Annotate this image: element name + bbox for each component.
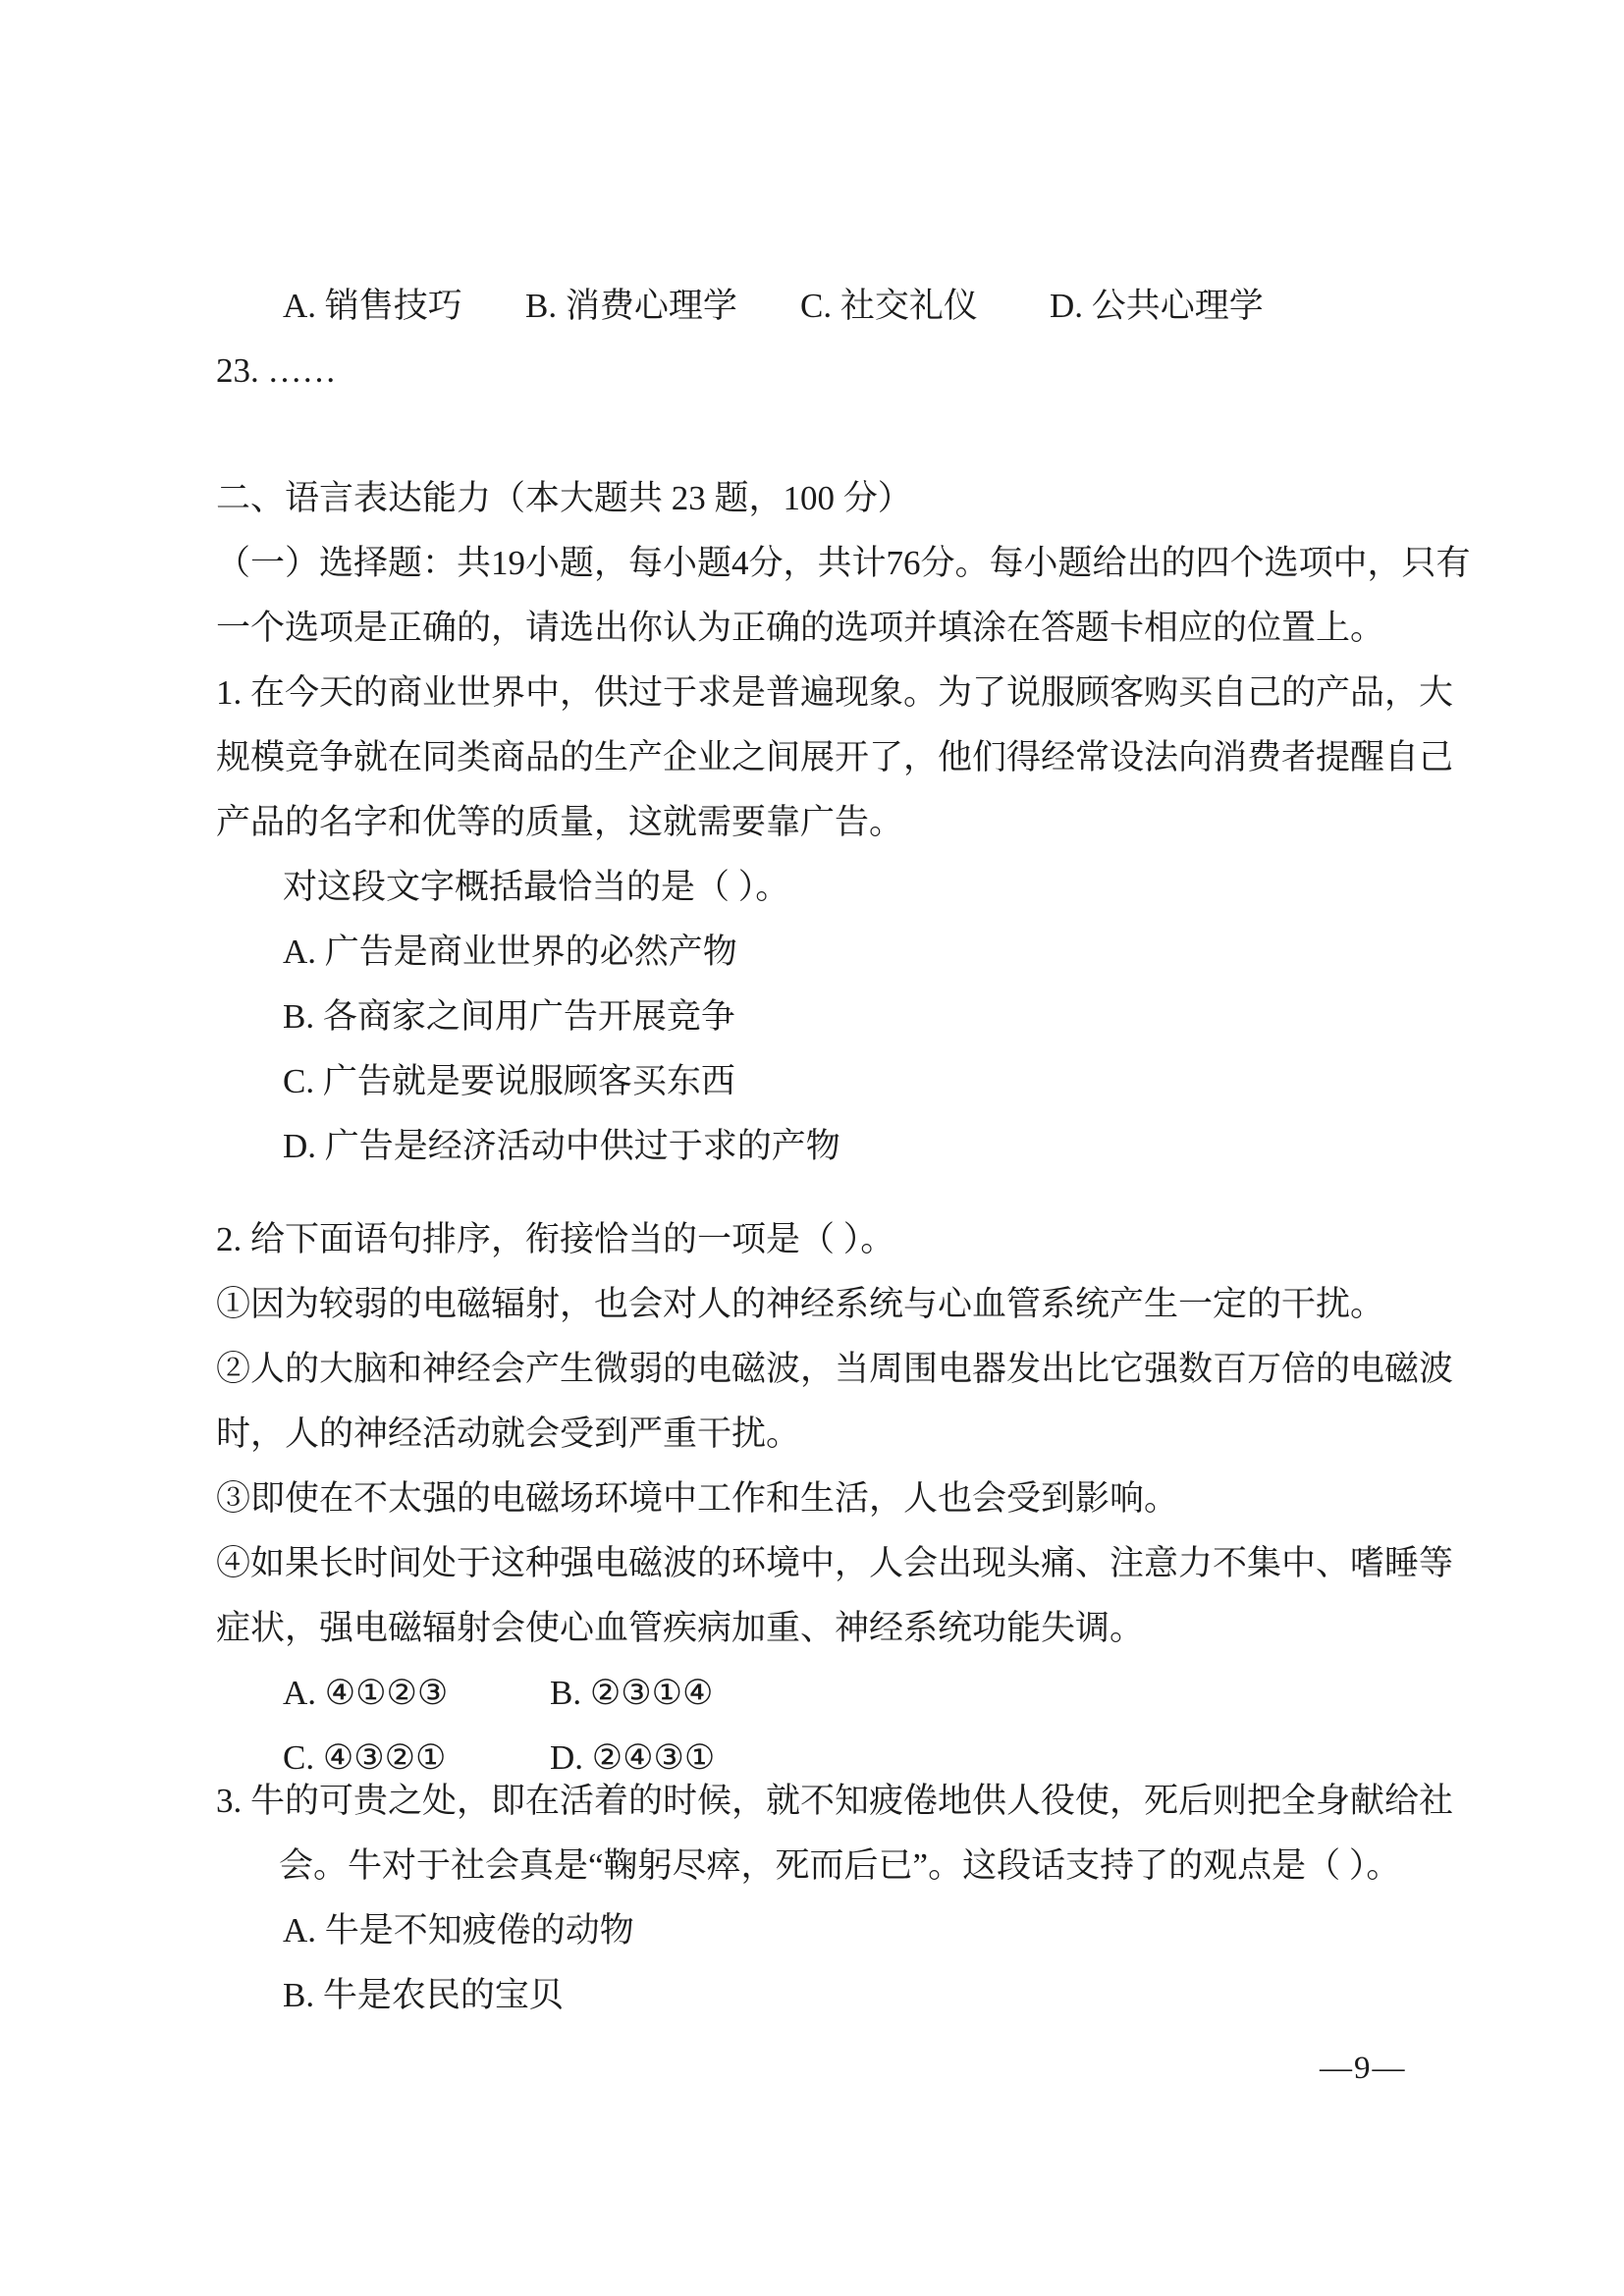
part1-intro-line-1: （一）选择题：共19小题，每小题4分，共计76分。每小题给出的四个选项中，只有 — [216, 544, 1471, 582]
q1-option-d: D. 广告是经济活动中供过于求的产物 — [283, 1127, 840, 1165]
page-number: —9— — [1320, 2051, 1407, 2086]
small-spacer — [216, 1179, 1465, 1207]
q2-sentence-3: ③即使在不太强的电磁场环境中工作和生活，人也会受到影响。 — [216, 1479, 1179, 1518]
q3-stem-line-1: 3. 牛的可贵之处，即在活着的时候，就不知疲倦地供人役使，死后则把全身献给社 — [216, 1782, 1454, 1820]
prev-option-d: D. 公共心理学 — [1050, 287, 1264, 325]
q2-sentence-4: ④如果长时间处于这种强电磁波的环境中，人会出现头痛、注意力不集中、嗜睡等 — [216, 1544, 1454, 1582]
q1-prompt: 对这段文字概括最恰当的是（ ）。 — [283, 868, 790, 906]
prev-option-a: A. 销售技巧 — [283, 287, 462, 325]
q3-option-b: B. 牛是农民的宝贝 — [283, 1976, 564, 2014]
q1-stem-line-3: 产品的名字和优等的质量，这就需要靠广告。 — [216, 803, 904, 841]
q1-stem-line-2: 规模竞争就在同类商品的生产企业之间展开了，他们得经常设法向消费者提醒自己 — [216, 738, 1454, 776]
q2-option-d: D. ②④③① — [550, 1738, 716, 1777]
exam-content — [216, 274, 1471, 2028]
q2-option-b: B. ②③①④ — [550, 1674, 714, 1712]
prev-option-b: B. 消费心理学 — [525, 287, 737, 325]
q2-sentence-2: ②人的大脑和神经会产生微弱的电磁波，当周围电器发出比它强数百万倍的电磁波 — [216, 1350, 1454, 1388]
item-23-ellipsis: 23. …… — [216, 351, 337, 390]
q2-sentence-1: ①因为较弱的电磁辐射，也会对人的神经系统与心血管系统产生一定的干扰。 — [216, 1285, 1385, 1323]
q2-option-a: A. ④①②③ — [283, 1674, 449, 1712]
q3-stem-line-2: 会。牛对于社会真是“鞠躬尽瘁，死而后已”。这段话支持了的观点是（ ）。 — [279, 1846, 1401, 1885]
q1-option-b: B. 各商家之间用广告开展竞争 — [283, 997, 735, 1036]
q2-stem: 2. 给下面语句排序，衔接恰当的一项是（ ）。 — [216, 1220, 895, 1258]
q2-sentence-2-cont: 时，人的神经活动就会受到严重干扰。 — [216, 1415, 801, 1453]
q1-option-a: A. 广告是商业世界的必然产物 — [283, 933, 737, 971]
blank-line-spacer — [216, 403, 1465, 466]
q2-option-c: C. ④③②① — [283, 1738, 447, 1777]
part1-intro-line-2: 一个选项是正确的，请选出你认为正确的选项并填涂在答题卡相应的位置上。 — [216, 609, 1385, 647]
q2-options-row-1 — [216, 1661, 1465, 1726]
q3-block — [216, 1769, 1465, 2028]
q1-option-c: C. 广告就是要说服顾客买东西 — [283, 1062, 735, 1100]
prev-question-options-row — [216, 274, 1465, 339]
q3-option-a: A. 牛是不知疲倦的动物 — [283, 1911, 634, 1949]
prev-option-c: C. 社交礼仪 — [800, 287, 978, 325]
section-heading: 二、语言表达能力（本大题共 23 题，100 分） — [216, 479, 912, 517]
q1-stem-line-1: 1. 在今天的商业世界中，供过于求是普遍现象。为了说服顾客购买自己的产品，大 — [216, 673, 1454, 712]
q2-sentence-4-cont: 症状，强电磁辐射会使心血管疾病加重、神经系统功能失调。 — [216, 1609, 1145, 1647]
